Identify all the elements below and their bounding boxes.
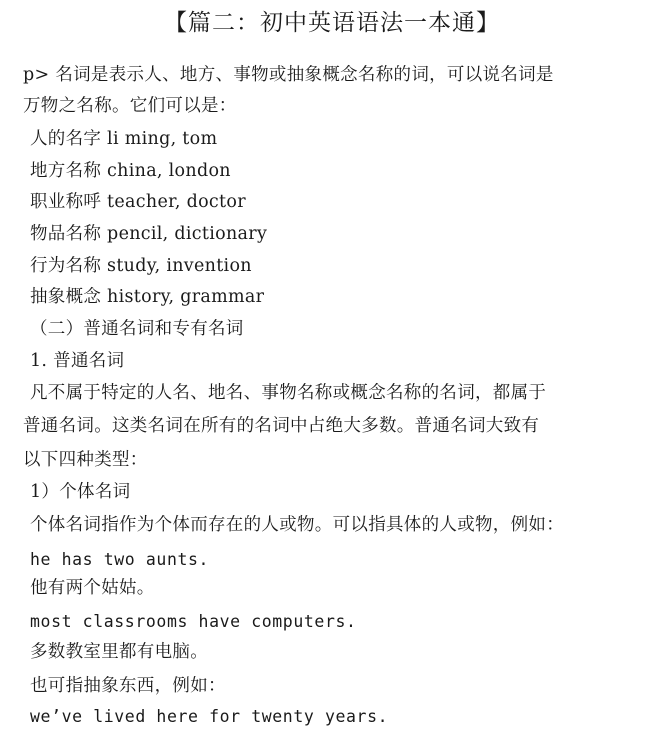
text-line: 抽象概念 history, grammar — [30, 287, 265, 307]
text-line: 普通名词。这类名词在所有的名词中占绝大多数。普通名词大致有 — [23, 416, 540, 436]
text-line: p> 名词是表示人、地方、事物或抽象概念名称的词，可以说名词是 — [23, 65, 554, 85]
text-line: 地方名称 china, london — [30, 161, 231, 181]
text-line: 职业称呼 teacher, doctor — [30, 192, 246, 212]
text-line: 也可指抽象东西，例如： — [30, 676, 226, 696]
text-line: 个体名词指作为个体而存在的人或物。可以指具体的人或物，例如： — [30, 515, 564, 535]
text-line: 人的名字 li ming, tom — [30, 129, 218, 149]
text-line: 行为名称 study, invention — [30, 256, 252, 276]
text-line: 凡不属于特定的人名、地名、事物名称或概念名称的名词，都属于 — [30, 383, 547, 403]
text-line: 物品名称 pencil, dictionary — [30, 224, 268, 244]
document-title: 【篇二：初中英语语法一本通】 — [164, 10, 500, 36]
subsection-heading: 1. 普通名词 — [30, 351, 125, 371]
example-sentence: he has two aunts. — [30, 550, 210, 569]
example-sentence: most classrooms have computers. — [30, 612, 357, 631]
subsection-heading: 1）个体名词 — [30, 482, 131, 502]
example-translation: 他有两个姑姑。 — [30, 578, 155, 598]
text-line: 以下四种类型： — [23, 450, 148, 470]
example-sentence: we’ve lived here for twenty years. — [30, 707, 389, 726]
text-line: 万物之名称。它们可以是： — [23, 96, 237, 116]
example-translation: 多数教室里都有电脑。 — [30, 642, 208, 662]
section-heading: （二）普通名词和专有名词 — [30, 319, 244, 339]
